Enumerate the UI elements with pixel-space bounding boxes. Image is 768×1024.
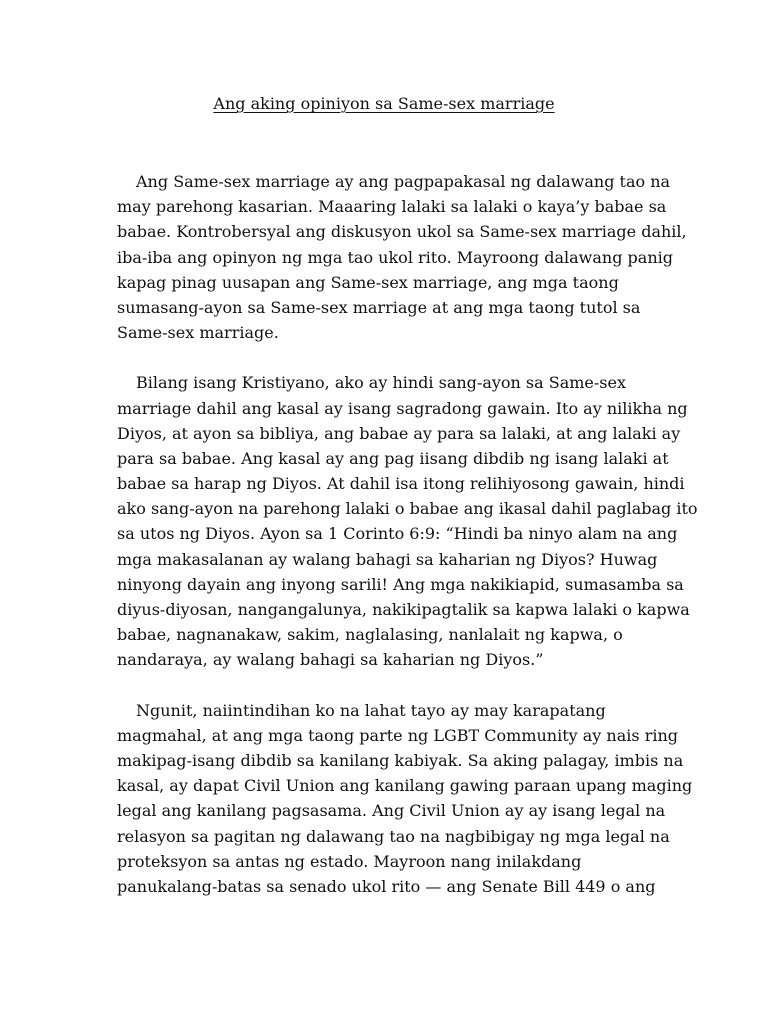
- paragraph-line: magmahal, at ang mga taong parte ng LGBT Community ay nais ring: [117, 725, 678, 745]
- paragraph-line: iba-iba ang opinyon ng mga tao ukol rito. Mayroong dalawang panig: [117, 247, 673, 267]
- paragraph-line: proteksyon sa antas ng estado. Mayroon nang inilakdang: [117, 851, 582, 871]
- paragraph-3: [117, 698, 693, 900]
- paragraph-line: relasyon sa pagitan ng dalawang tao na nagbibigay ng mga legal na: [117, 826, 670, 846]
- paragraph-line: makipag-isang dibdib sa kanilang kabiyak. Sa aking palagay, imbis na: [117, 750, 684, 770]
- paragraph-1: [117, 169, 687, 345]
- paragraph-line: sa utos ng Diyos. Ayon sa 1 Corinto 6:9: “Hindi ba ninyo alam na ang: [117, 524, 678, 544]
- document-body: [117, 169, 698, 924]
- paragraph-line: legal ang kanilang pagsasama. Ang Civil Union ay ay isang legal na: [117, 801, 666, 821]
- paragraph-line: para sa babae. Ang kasal ay ang pag iisang dibdib ng isang lalaki at: [117, 448, 669, 468]
- paragraph-line: mga makasalanan ay walang bahagi sa kaharian ng Diyos? Huwag: [117, 549, 658, 569]
- paragraph-line: may parehong kasarian. Maaaring lalaki sa lalaki o kaya’y babae sa: [117, 197, 667, 217]
- paragraph-line: sumasang-ayon sa Same-sex marriage at ang mga taong tutol sa: [117, 297, 641, 317]
- paragraph-line: Ngunit, naiintindihan ko na lahat tayo ay may karapatang: [136, 700, 606, 720]
- paragraph-line: babae, nagnanakaw, sakim, naglalasing, nanlalait ng kapwa, o: [117, 625, 623, 645]
- document-title: Ang aking opiniyon sa Same-sex marriage: [213, 94, 555, 113]
- paragraph-line: panukalang-batas sa senado ukol rito — ang Senate Bill 449 o ang: [117, 876, 656, 896]
- paragraph-line: Same-sex marriage.: [117, 323, 279, 343]
- paragraph-line: ninyong dayain ang inyong sarili! Ang mga nakikiapid, sumasamba sa: [117, 574, 684, 594]
- paragraph-line: babae. Kontrobersyal ang diskusyon ukol sa Same-sex marriage dahil,: [117, 222, 687, 242]
- paragraph-2: [117, 370, 698, 672]
- paragraph-line: nandaraya, ay walang bahagi sa kaharian ng Diyos.”: [117, 650, 544, 670]
- paragraph-line: Ang Same-sex marriage ay ang pagpapakasal ng dalawang tao na: [136, 172, 671, 191]
- paragraph-line: Diyos, at ayon sa bibliya, ang babae ay para sa lalaki, at ang lalaki ay: [117, 423, 681, 443]
- paragraph-line: kapag pinag uusapan ang Same-sex marriage, ang mga taong: [117, 272, 619, 292]
- paragraph-line: diyus-diyosan, nangangalunya, nakikipagtalik sa kapwa lalaki o kapwa: [117, 600, 690, 619]
- paragraph-line: babae sa harap ng Diyos. At dahil isa itong relihiyosong gawain, hindi: [117, 474, 685, 494]
- paragraph-line: kasal, ay dapat Civil Union ang kanilang gawing paraan upang maging: [117, 776, 693, 796]
- paragraph-line: ako sang-ayon na parehong lalaki o babae ang ikasal dahil paglabag ito: [117, 499, 698, 519]
- paragraph-line: marriage dahil ang kasal ay isang sagradong gawain. Ito ay nilikha ng: [117, 398, 688, 418]
- paragraph-line: Bilang isang Kristiyano, ako ay hindi sang-ayon sa Same-sex: [136, 373, 627, 393]
